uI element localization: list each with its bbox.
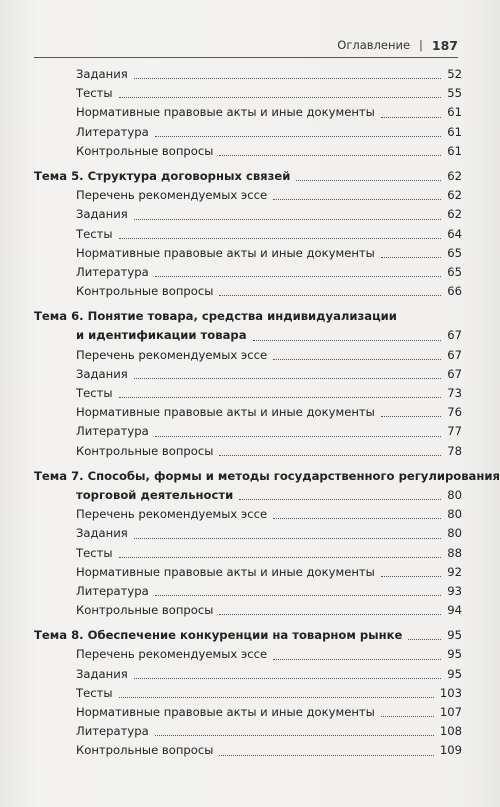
- toc-topic-heading[interactable]: [0, 467, 500, 486]
- toc-topic-title-line1: Тема 7. Способы, формы и методы государственного регулирования: [34, 468, 500, 483]
- dot-leader: [296, 180, 441, 181]
- toc-topic-title-line1: Тема 6. Понятие товара, средства индивидуализации: [34, 309, 397, 324]
- toc-entry[interactable]: [0, 263, 500, 282]
- dot-leader: [119, 97, 442, 98]
- toc-entry[interactable]: [0, 722, 500, 741]
- toc-entry[interactable]: [0, 442, 500, 461]
- toc-entry[interactable]: [0, 186, 500, 205]
- toc-entry-page: 65: [447, 245, 462, 260]
- header-section-title: Оглавление: [337, 38, 411, 52]
- toc-entry-page: 76: [447, 405, 462, 420]
- toc-entry-label: Литература: [76, 583, 149, 598]
- dot-leader: [134, 219, 441, 220]
- toc-entry[interactable]: [0, 684, 500, 703]
- dot-leader: [119, 397, 442, 398]
- dot-leader: [273, 518, 441, 519]
- toc-entry-label: Тесты: [76, 386, 113, 400]
- toc-entry[interactable]: [0, 544, 500, 563]
- toc-topic-page: 67: [447, 328, 462, 343]
- toc-entry[interactable]: [0, 505, 500, 524]
- toc-topic-heading-cont[interactable]: [0, 326, 500, 345]
- toc-entry-page: 94: [447, 603, 462, 618]
- toc-entry-label: Перечень рекомендуемых эссе: [76, 188, 268, 203]
- toc-entry-label: Тесты: [76, 545, 113, 560]
- toc-entry[interactable]: [0, 84, 500, 103]
- toc-entry-label: Нормативные правовые акты и иные документы: [76, 705, 375, 719]
- dot-leader: [134, 678, 441, 679]
- toc-entry-page: 92: [447, 564, 462, 579]
- dot-leader: [134, 378, 441, 379]
- toc-entry-label: Перечень рекомендуемых эссе: [76, 347, 268, 362]
- toc-entry-page: 61: [447, 143, 462, 158]
- toc-entry-page: 52: [447, 67, 462, 81]
- toc-entry-label: Контрольные вопросы: [76, 743, 214, 758]
- toc-topic-title: Тема 8. Обеспечение конкуренции на товарном рынке: [34, 628, 403, 643]
- dot-leader: [381, 716, 434, 717]
- toc-topic-heading[interactable]: [0, 167, 500, 186]
- dot-leader: [219, 755, 433, 756]
- toc-entry-page: 67: [447, 366, 462, 381]
- toc-entry-label: Задания: [76, 526, 128, 541]
- toc-topic-page: 95: [447, 628, 462, 643]
- dot-leader: [119, 557, 442, 558]
- toc-entry-page: 109: [439, 743, 462, 758]
- toc-entry[interactable]: [0, 346, 500, 365]
- toc-entry-label: Тесты: [76, 685, 113, 700]
- toc-entry-label: Литература: [76, 424, 149, 439]
- toc-entry[interactable]: [0, 645, 500, 664]
- dot-leader: [219, 155, 441, 156]
- toc-entry-label: Нормативные правовые акты и иные документы: [76, 564, 375, 579]
- toc-entry-page: 62: [447, 207, 462, 222]
- toc-topic-title-line2: торговой деятельности: [76, 487, 234, 502]
- toc-entry-label: Перечень рекомендуемых эссе: [76, 507, 268, 522]
- toc-entry-label: Контрольные вопросы: [76, 143, 214, 158]
- toc-entry-page: 107: [439, 705, 462, 719]
- toc-entry-page: 77: [447, 424, 462, 439]
- toc-entry-label: Литература: [76, 724, 149, 739]
- toc-entry[interactable]: [0, 205, 500, 224]
- toc-entry-label: Контрольные вопросы: [76, 443, 214, 458]
- dot-leader: [155, 276, 442, 277]
- toc-entry-page: 61: [447, 124, 462, 139]
- toc-entry[interactable]: [0, 601, 500, 620]
- toc-entry-page: 65: [447, 264, 462, 279]
- toc-topic-title-line2: и идентификации товара: [76, 328, 247, 343]
- toc-entry-page: 88: [447, 545, 462, 560]
- toc-entry-label: Задания: [76, 207, 128, 222]
- toc-entry[interactable]: [0, 524, 500, 543]
- toc-entry-label: Задания: [76, 666, 128, 681]
- dot-leader: [219, 295, 441, 296]
- toc-topic-page: 62: [447, 168, 462, 183]
- running-header: [34, 36, 458, 54]
- toc-entry-label: Контрольные вопросы: [76, 284, 214, 299]
- dot-leader: [219, 614, 441, 615]
- toc-topic-heading-cont[interactable]: [0, 486, 500, 505]
- dot-leader: [273, 659, 441, 660]
- toc-entry[interactable]: [0, 741, 500, 760]
- toc-entry-page: 95: [447, 647, 462, 662]
- toc-entry[interactable]: [0, 65, 500, 84]
- toc-entry-page: 66: [447, 284, 462, 299]
- toc-entry-label: Нормативные правовые акты и иные документы: [76, 405, 375, 420]
- dot-leader: [134, 538, 441, 539]
- dot-leader: [134, 78, 441, 79]
- toc-entry[interactable]: [0, 225, 500, 244]
- toc-topic-heading[interactable]: [0, 307, 500, 326]
- toc-topic-heading[interactable]: [0, 626, 500, 645]
- dot-leader: [239, 499, 441, 500]
- dot-leader: [381, 576, 441, 577]
- toc-entry[interactable]: [0, 422, 500, 441]
- toc-entry-page: 62: [447, 188, 462, 203]
- toc-entry[interactable]: [0, 563, 500, 582]
- toc-entry-label: Контрольные вопросы: [76, 603, 214, 618]
- dot-leader: [155, 436, 442, 437]
- toc-entry-page: 80: [447, 507, 462, 522]
- toc-entry[interactable]: [0, 103, 500, 122]
- toc-entry-label: Литература: [76, 124, 149, 139]
- toc-entry[interactable]: [0, 403, 500, 422]
- toc-entry-label: Нормативные правовые акты и иные документы: [76, 245, 375, 260]
- dot-leader: [119, 697, 434, 698]
- toc-entry-label: Задания: [76, 67, 128, 81]
- dot-leader: [381, 117, 441, 118]
- dot-leader: [408, 639, 441, 640]
- toc-entry[interactable]: [0, 365, 500, 384]
- toc-entry-label: Тесты: [76, 86, 113, 101]
- toc-entry-label: Перечень рекомендуемых эссе: [76, 647, 268, 662]
- header-page-number: 187: [431, 37, 458, 53]
- toc-entry[interactable]: [0, 384, 500, 403]
- dot-leader: [273, 199, 441, 200]
- dot-leader: [219, 455, 441, 456]
- toc-entry-page: 108: [439, 724, 462, 739]
- toc-entry[interactable]: [0, 582, 500, 601]
- dot-leader: [253, 340, 442, 341]
- toc-entry-label: Тесты: [76, 226, 113, 241]
- dot-leader: [381, 257, 441, 258]
- toc-entry[interactable]: [0, 142, 500, 161]
- toc-entry-page: 61: [447, 105, 462, 120]
- toc-entry-page: 67: [447, 347, 462, 362]
- dot-leader: [155, 595, 442, 596]
- dot-leader: [155, 136, 442, 137]
- table-of-contents: [0, 65, 500, 761]
- toc-entry-page: 55: [447, 86, 462, 101]
- toc-entry-label: Литература: [76, 264, 149, 279]
- toc-entry-label: Задания: [76, 366, 128, 381]
- toc-entry[interactable]: [0, 244, 500, 263]
- toc-entry-page: 95: [447, 666, 462, 681]
- toc-entry[interactable]: [0, 703, 500, 722]
- dot-leader: [155, 735, 434, 736]
- toc-entry-page: 93: [447, 583, 462, 598]
- dot-leader: [119, 238, 442, 239]
- header-separator: |: [419, 38, 423, 52]
- dot-leader: [381, 416, 441, 417]
- toc-entry-page: 64: [447, 226, 462, 241]
- toc-entry-page: 78: [447, 443, 462, 458]
- toc-entry-label: Нормативные правовые акты и иные документы: [76, 105, 375, 120]
- toc-topic-page: 80: [447, 487, 462, 502]
- header-rule: [34, 57, 458, 58]
- dot-leader: [273, 359, 441, 360]
- toc-entry-page: 103: [439, 685, 462, 700]
- toc-entry-page: 80: [447, 526, 462, 541]
- toc-entry[interactable]: [0, 123, 500, 142]
- toc-topic-title: Тема 5. Структура договорных связей: [34, 168, 291, 183]
- toc-entry[interactable]: [0, 665, 500, 684]
- toc-entry-page: 73: [447, 386, 462, 400]
- toc-entry[interactable]: [0, 282, 500, 301]
